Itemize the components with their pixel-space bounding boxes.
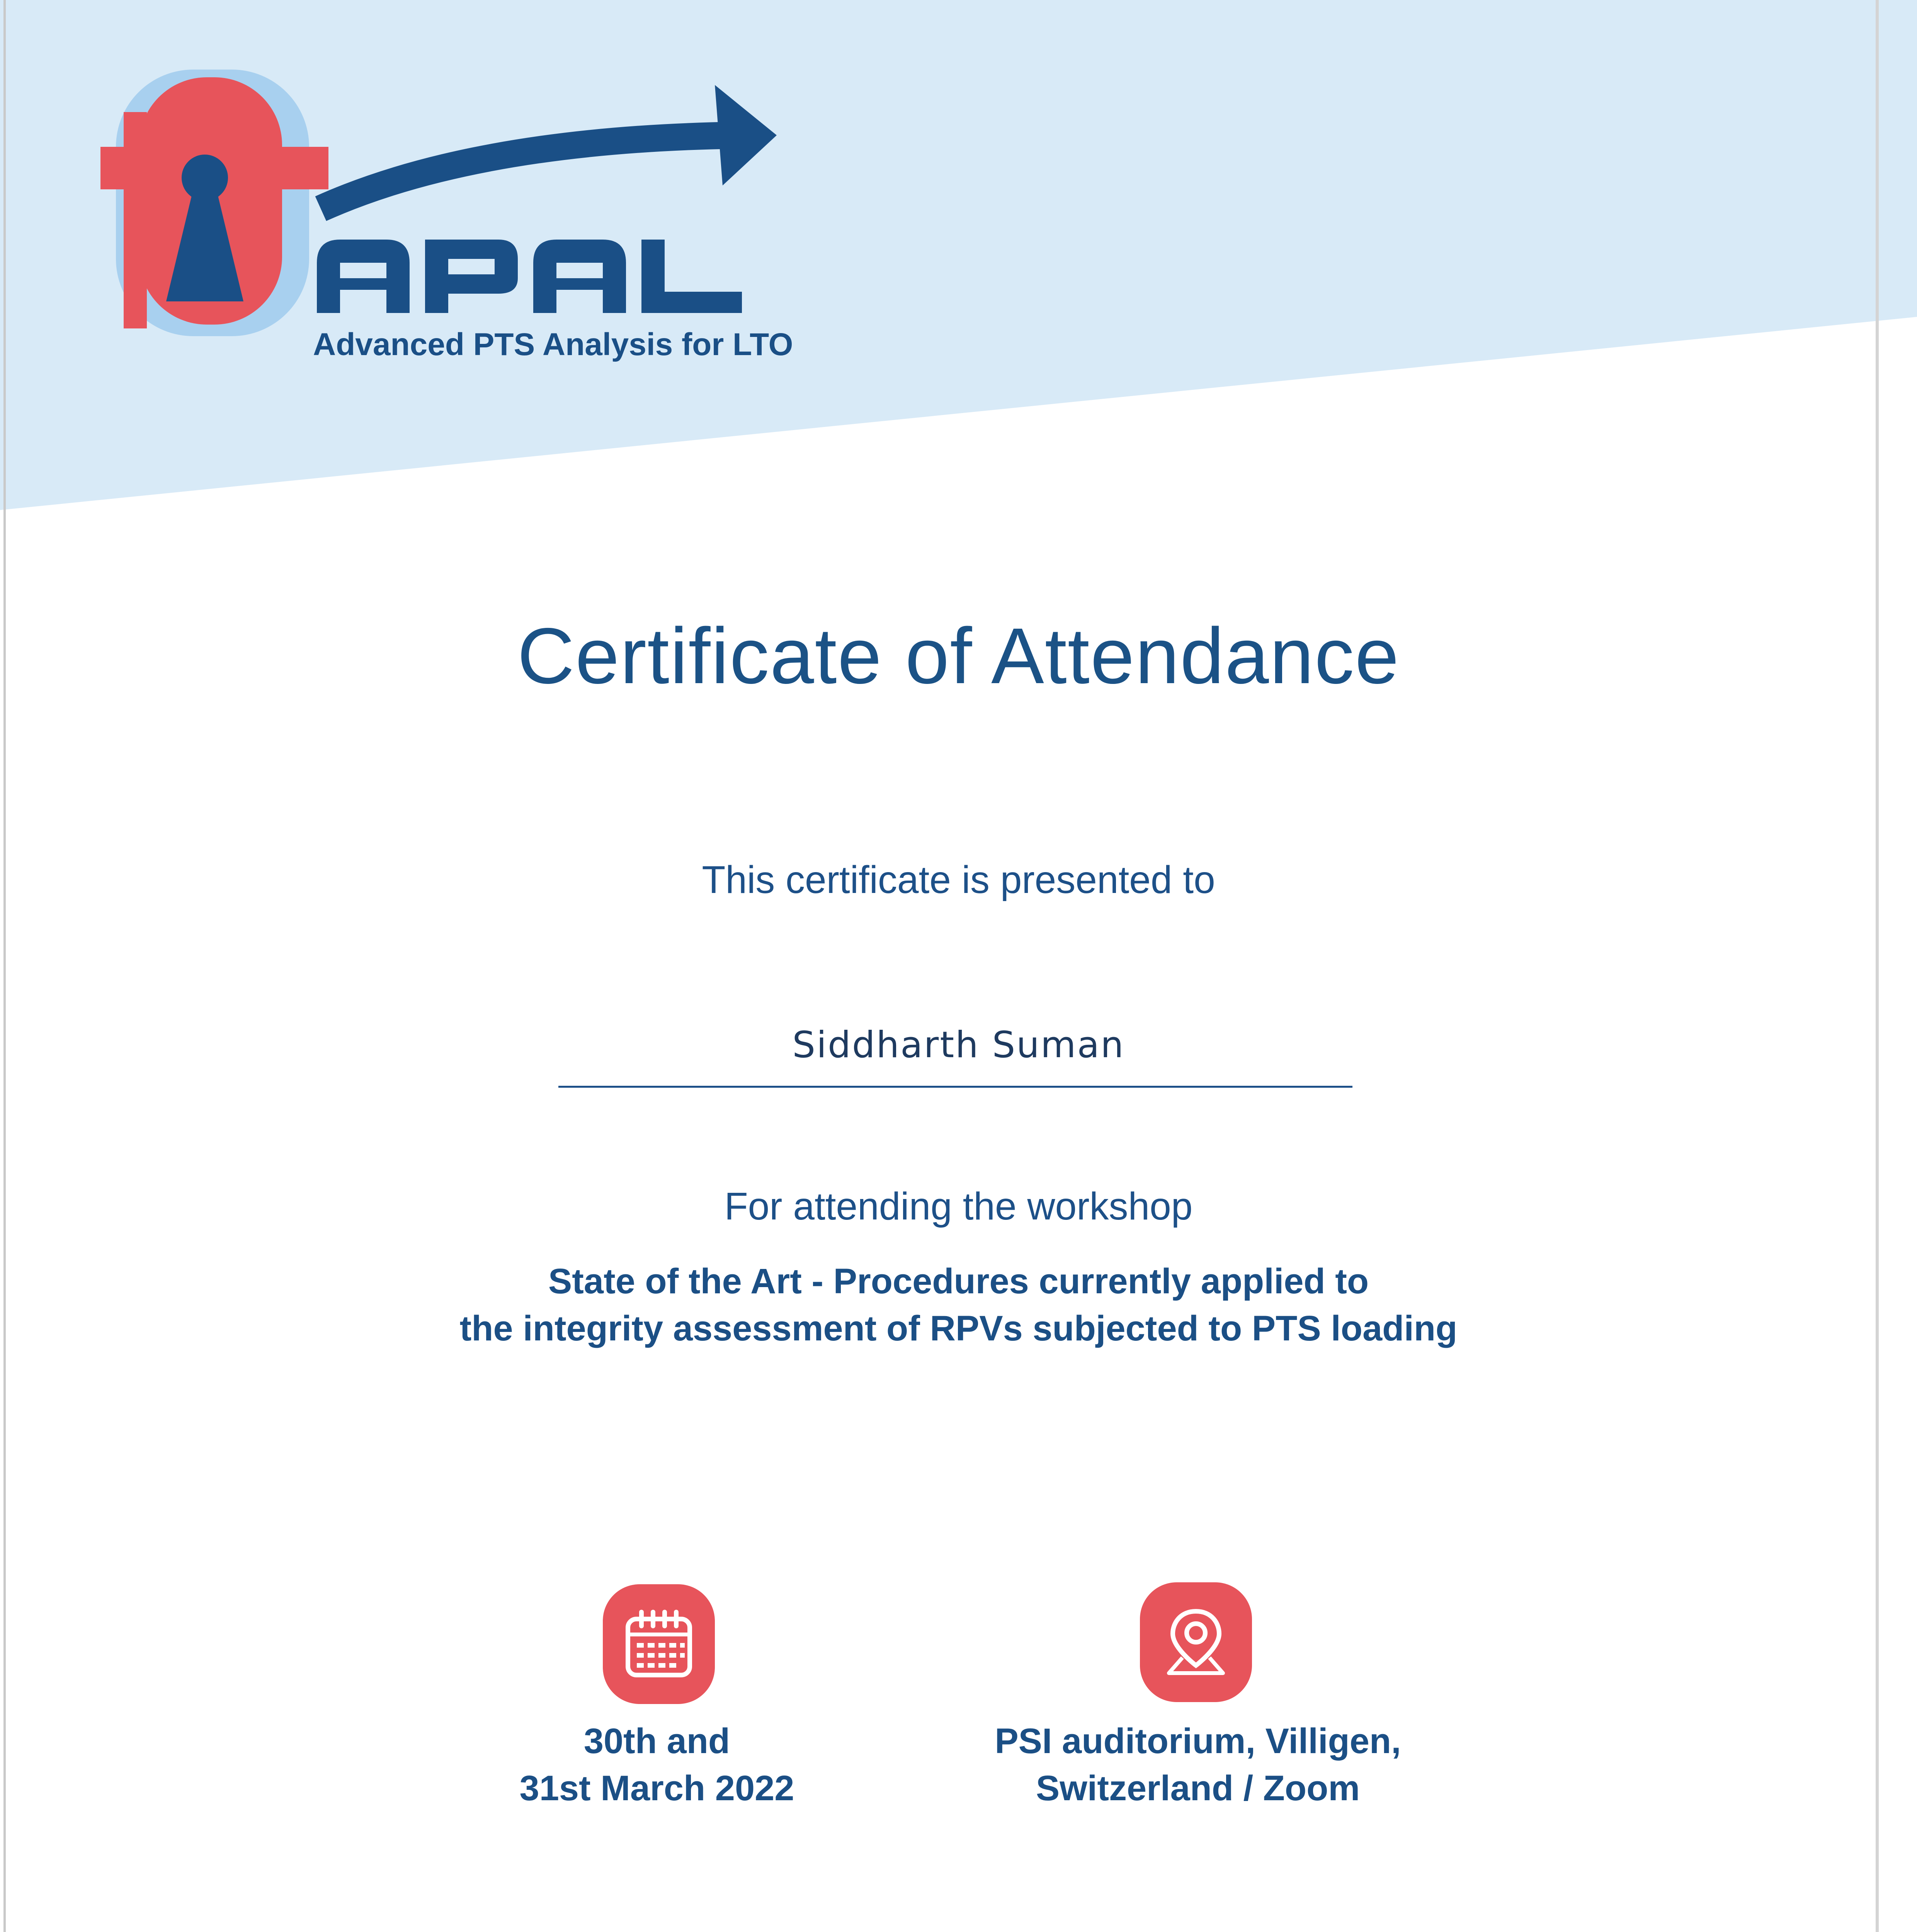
event-venue-line2: Switzerland / Zoom (1036, 1769, 1360, 1808)
workshop-title-line2: the integrity assessment of RPVs subjected to PTS loading (459, 1309, 1458, 1348)
event-date-line2: 31st March 2022 (519, 1769, 794, 1808)
event-venue-line1: PSI auditorium, Villigen, (995, 1721, 1401, 1761)
recipient-name: Siddharth Suman (792, 1024, 1125, 1066)
apal-logo (89, 62, 784, 371)
event-date (386, 1718, 927, 1812)
logo-subtitle: Advanced PTS Analysis for LTO (313, 327, 793, 362)
workshop-title (0, 1258, 1917, 1352)
certificate-title: Certificate of Attendance (517, 612, 1400, 700)
event-date-line1: 30th and (583, 1721, 730, 1761)
workshop-title-line1: State of the Art - Procedures currently applied to (548, 1262, 1369, 1301)
presented-to-label: This certificate is presented to (702, 858, 1215, 901)
event-venue (927, 1718, 1468, 1812)
location-pin-icon (1140, 1582, 1252, 1702)
for-attending-label: For attending the workshop (724, 1185, 1193, 1228)
recipient-underline (558, 1086, 1352, 1088)
calendar-icon (603, 1584, 715, 1704)
